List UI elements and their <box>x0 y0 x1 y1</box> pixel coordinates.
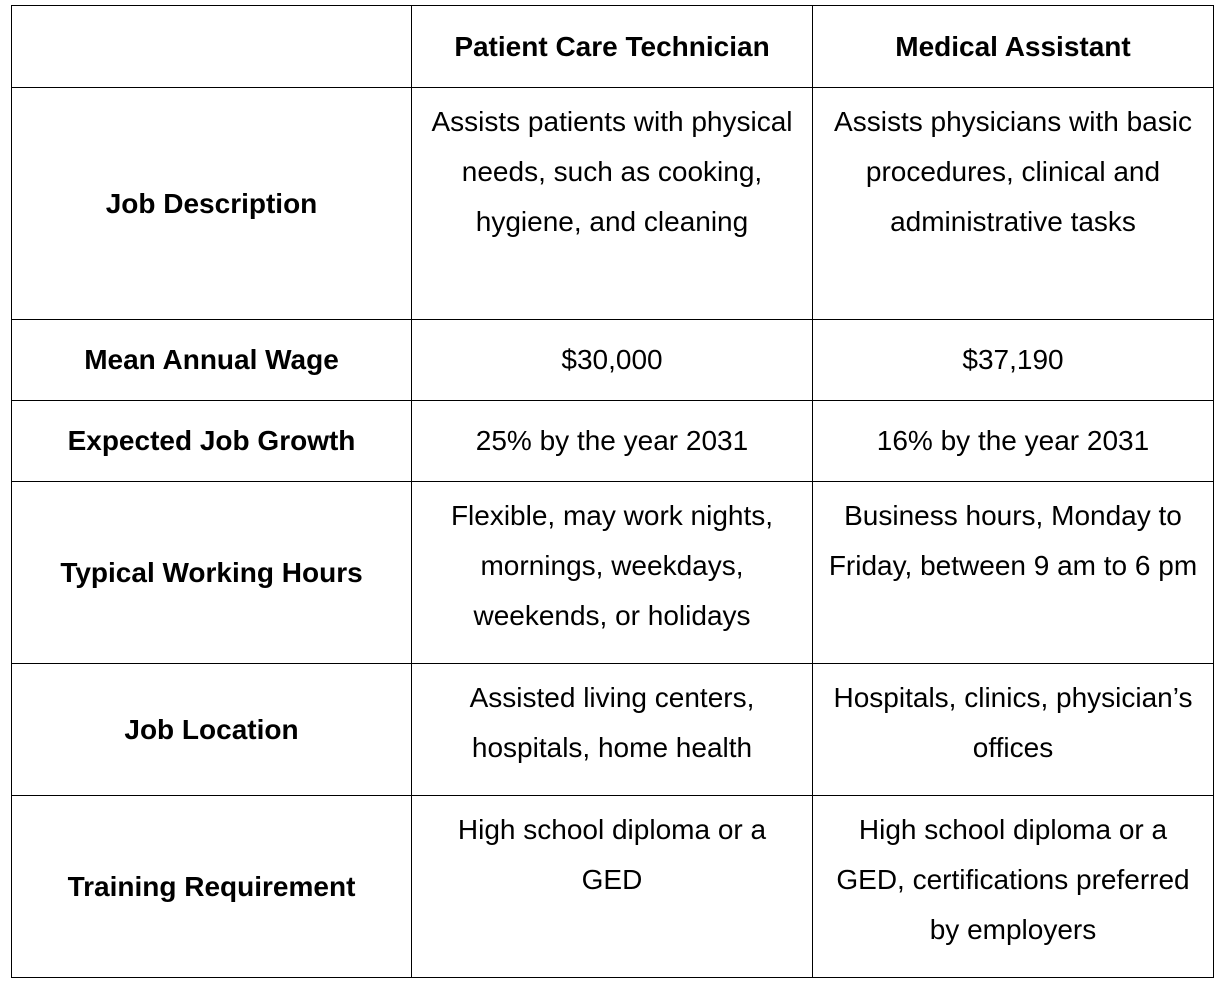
row-label: Job Location <box>12 664 412 796</box>
row-label: Mean Annual Wage <box>12 320 412 401</box>
cell-patient-care-technician: $30,000 <box>412 320 813 401</box>
row-label: Expected Job Growth <box>12 401 412 482</box>
table-row <box>12 482 1214 664</box>
table-row <box>12 796 1214 978</box>
row-label: Training Requirement <box>12 796 412 978</box>
row-label: Job Description <box>12 88 412 320</box>
table-row <box>12 401 1214 482</box>
table-row <box>12 320 1214 401</box>
cell-medical-assistant: 16% by the year 2031 <box>813 401 1214 482</box>
cell-medical-assistant: Business hours, Monday to Friday, between 9 am to 6 pm <box>813 482 1214 664</box>
header-medical-assistant: Medical Assistant <box>813 6 1214 88</box>
cell-patient-care-technician: Assisted living centers, hospitals, home health <box>412 664 813 796</box>
cell-patient-care-technician: High school diploma or a GED <box>412 796 813 978</box>
header-patient-care-technician: Patient Care Technician <box>412 6 813 88</box>
cell-medical-assistant: Assists physicians with basic procedures, clinical and administrative tasks <box>813 88 1214 320</box>
table-row <box>12 664 1214 796</box>
cell-patient-care-technician: Assists patients with physical needs, such as cooking, hygiene, and cleaning <box>412 88 813 320</box>
row-label: Typical Working Hours <box>12 482 412 664</box>
cell-medical-assistant: High school diploma or a GED, certifications preferred by employers <box>813 796 1214 978</box>
cell-patient-care-technician: 25% by the year 2031 <box>412 401 813 482</box>
cell-medical-assistant: $37,190 <box>813 320 1214 401</box>
cell-patient-care-technician: Flexible, may work nights, mornings, weekdays, weekends, or holidays <box>412 482 813 664</box>
header-row <box>12 6 1214 88</box>
table-row <box>12 88 1214 320</box>
cell-medical-assistant: Hospitals, clinics, physician’s offices <box>813 664 1214 796</box>
header-corner-cell <box>12 6 412 88</box>
comparison-table <box>11 5 1214 978</box>
